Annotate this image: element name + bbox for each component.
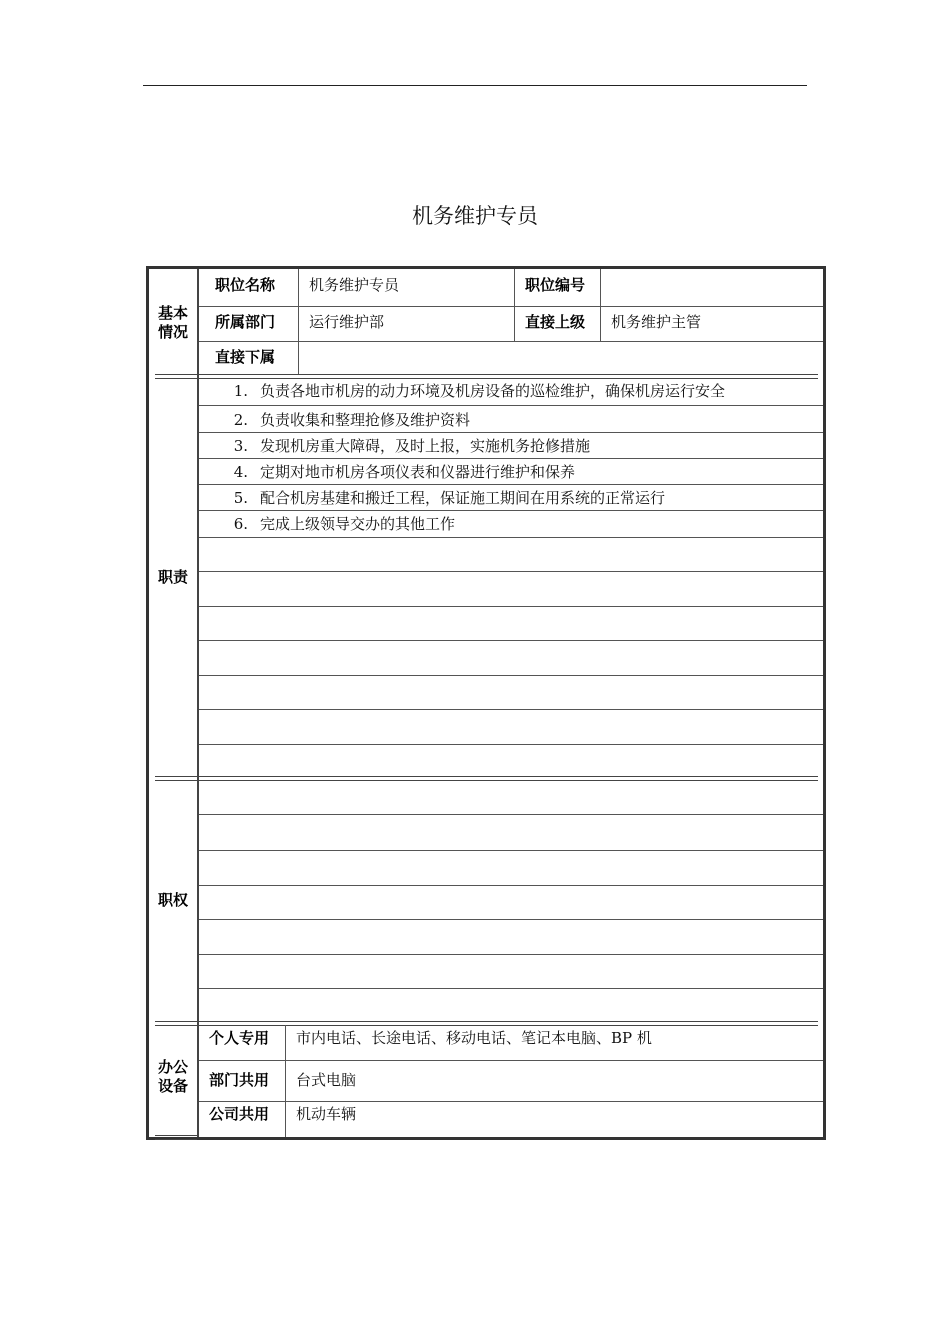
duty-item: 3. 发现机房重大障碍，及时上报，实施机务抢修措施 (233, 437, 591, 455)
duties-row-line (199, 458, 823, 459)
duties-row-line (199, 537, 823, 538)
table-bottom-rule (155, 1135, 197, 1140)
authority-row-line (199, 954, 823, 955)
duties-row-line (199, 510, 823, 511)
subordinate-label: 直接下属 (215, 348, 276, 366)
basic-info-divider-3 (600, 269, 601, 341)
duties-section-label: 职责 (157, 568, 188, 586)
basic-info-section-label: 基本 情况 (157, 304, 188, 341)
position-name-label: 职位名称 (215, 276, 276, 294)
duties-row-line (199, 484, 823, 485)
section-separator-duties (155, 374, 818, 379)
duties-row-line (199, 640, 823, 641)
equipment-row-value: 台式电脑 (296, 1071, 357, 1089)
duties-row-line (199, 571, 823, 572)
duties-row-line (199, 675, 823, 676)
equipment-row-label: 公司共用 (209, 1105, 270, 1123)
basic-info-divider-2 (514, 269, 515, 341)
authority-row-line (199, 850, 823, 851)
supervisor-label: 直接上级 (525, 313, 586, 331)
authority-row-line (199, 988, 823, 989)
supervisor-value: 机务维护主管 (611, 313, 702, 331)
duty-item: 4. 定期对地市机房各项仪表和仪器进行维护和保养 (233, 463, 576, 481)
duties-row-line (199, 744, 823, 745)
duty-item: 6. 完成上级领导交办的其他工作 (233, 515, 456, 533)
document-title: 机务维护专员 (412, 204, 538, 228)
duties-row-line (199, 432, 823, 433)
authority-row-line (199, 919, 823, 920)
equipment-row-label: 个人专用 (209, 1029, 270, 1047)
duties-row-line (199, 606, 823, 607)
section-separator-authority (155, 776, 818, 781)
duties-row-line (199, 405, 823, 406)
duty-item: 2. 负责收集和整理抢修及维护资料 (233, 411, 471, 429)
equipment-divider (285, 1025, 286, 1137)
authority-row-line (199, 885, 823, 886)
duty-item: 5. 配合机房基建和搬迁工程，保证施工期间在用系统的正常运行 (233, 489, 666, 507)
section-separator-equipment (155, 1021, 818, 1026)
equipment-row-line (199, 1060, 823, 1061)
department-value: 运行维护部 (309, 313, 385, 331)
position-code-label: 职位编号 (525, 276, 586, 294)
equipment-row-value: 市内电话、长途电话、移动电话、笔记本电脑、BP 机 (296, 1029, 652, 1047)
basic-info-divider-1 (298, 269, 299, 375)
left-column-divider (197, 269, 199, 1137)
authority-row-line (199, 814, 823, 815)
authority-section-label: 职权 (157, 891, 188, 909)
duty-item: 1. 负责各地市机房的动力环境及机房设备的巡检维护，确保机房运行安全 (233, 382, 726, 400)
equipment-row-value: 机动车辆 (296, 1105, 357, 1123)
equipment-row-line (199, 1101, 823, 1102)
basic-info-row-line-2 (199, 341, 823, 342)
equipment-row-label: 部门共用 (209, 1071, 270, 1089)
duties-row-line (199, 709, 823, 710)
equipment-section-label: 办公 设备 (157, 1058, 188, 1095)
top-rule (143, 85, 807, 86)
basic-info-row-line-1 (199, 306, 823, 307)
position-name-value: 机务维护专员 (309, 276, 400, 294)
department-label: 所属部门 (215, 313, 276, 331)
